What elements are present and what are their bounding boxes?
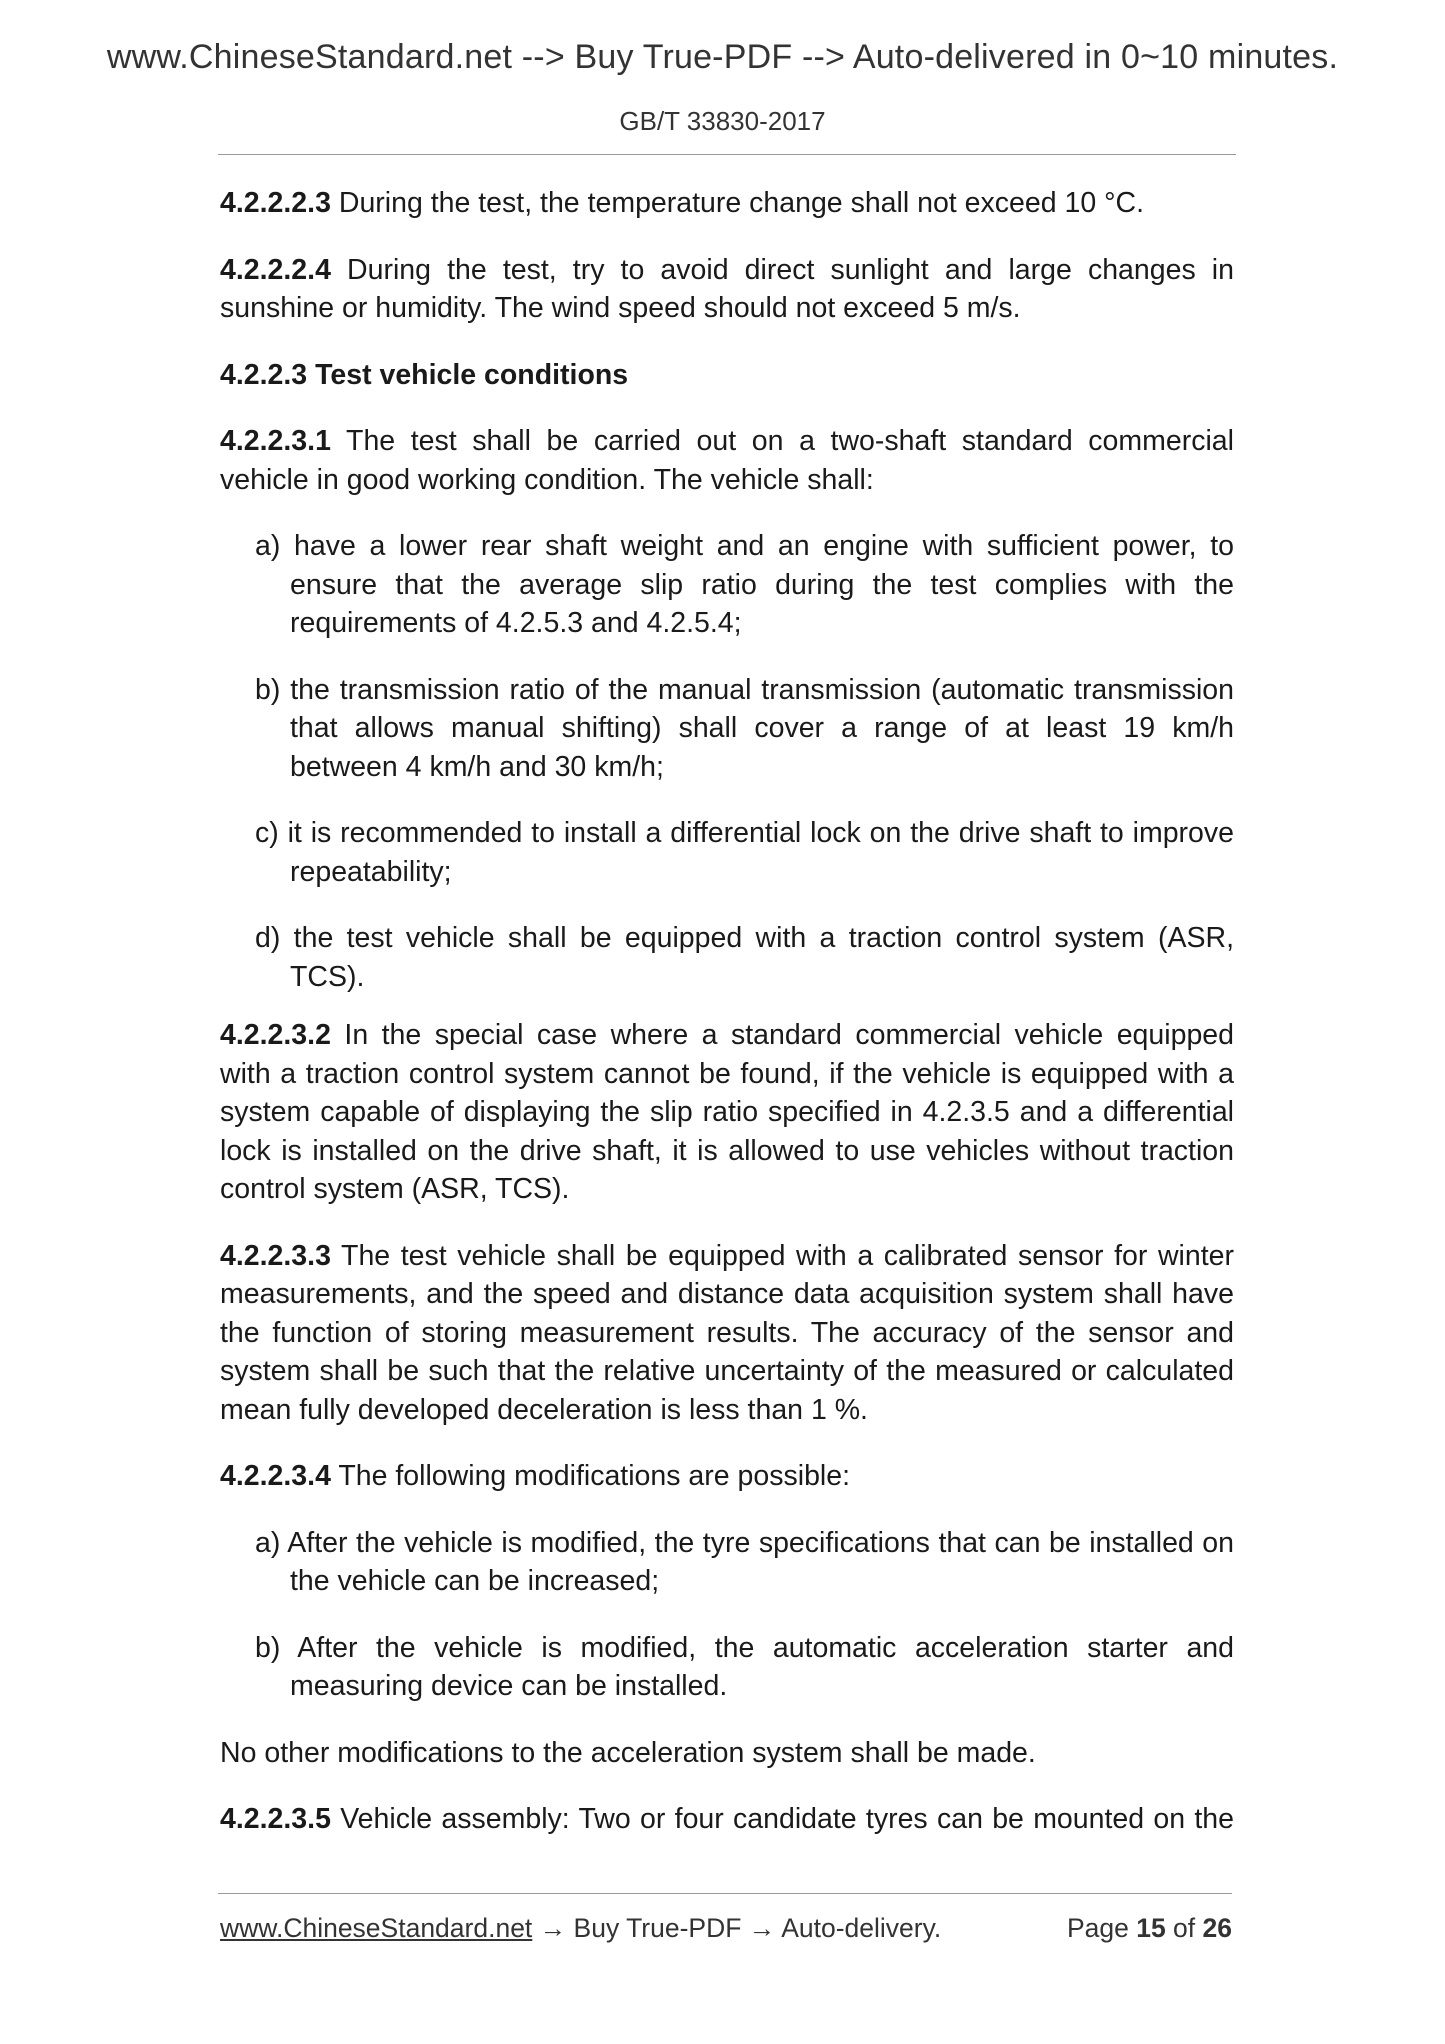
clause-4-2-2-2-3 bbox=[220, 184, 1234, 223]
clause-number: 4.2.2.3.4 bbox=[220, 1460, 331, 1492]
clause-4-2-2-3-2 bbox=[220, 1016, 1234, 1209]
clause-number: 4.2.2.3.2 bbox=[220, 1019, 331, 1051]
arrow-icon: → bbox=[532, 1913, 574, 1943]
list-item: a) After the vehicle is modified, the tyre specifications that can be installed on the vehicle can be increased; bbox=[255, 1526, 1234, 1597]
clause-text: The test vehicle shall be equipped with a calibrated sensor for winter measurements, and the speed and distance data acquisition system shall have the function of storing measurement results. The accuracy of the sensor and system shall be such that the relative uncertainty of the measured or calculated mean fully developed deceleration is less than 1 %. bbox=[220, 1239, 1234, 1426]
buy-text: Buy True-PDF bbox=[573, 1913, 742, 1943]
clause-text: The following modifications are possible: bbox=[330, 1460, 851, 1492]
clause-number: 4.2.2.2.4 bbox=[220, 253, 331, 286]
list-item: b) After the vehicle is modified, the automatic acceleration starter and measuring device can be installed. bbox=[255, 1631, 1234, 1702]
footer-divider bbox=[218, 1893, 1232, 1894]
clause-number: 4.2.2.3.1 bbox=[220, 425, 331, 457]
arrow-icon: → bbox=[741, 1913, 782, 1943]
section-heading: 4.2.2.3 Test vehicle conditions bbox=[220, 358, 629, 391]
page-indicator bbox=[1067, 1913, 1232, 1944]
top-banner: www.ChineseStandard.net --> Buy True-PDF --> Auto-delivered in 0~10 minutes. bbox=[106, 38, 1339, 76]
clause-number: 4.2.2.3.5 bbox=[220, 1803, 331, 1835]
site-link[interactable]: www.ChineseStandard.net bbox=[220, 1913, 533, 1943]
footer-links bbox=[220, 1913, 941, 1944]
clause-text: In the special case where a standard commercial vehicle equipped with a traction control system cannot be found, if the vehicle is equipped with a system capable of displaying the slip ratio specified in 4.2.3.5 and a differential lock is installed on the drive shaft, it is allowed to use vehicles without traction control system (ASR, TCS). bbox=[220, 1019, 1234, 1205]
list-item: a) have a lower rear shaft weight and an engine with sufficient power, to ensure that the average slip ratio during the test complies with the requirements of 4.2.5.3 and 4.2.5.4; bbox=[255, 530, 1234, 639]
page-total: 26 bbox=[1202, 1913, 1232, 1943]
clause-number: 4.2.2.2.3 bbox=[220, 187, 331, 219]
clause-text: During the test, the temperature change shall not exceed 10 °C. bbox=[330, 187, 1144, 219]
clause-number: 4.2.2.3.3 bbox=[220, 1239, 331, 1272]
of-label: of bbox=[1165, 1913, 1203, 1943]
list-item: b) the transmission ratio of the manual transmission (automatic transmission that allows manual shifting) shall cover a range of at least 19 km/h between 4 km/h and 30 km/h; bbox=[255, 673, 1234, 783]
paragraph-no-other-modifications: No other modifications to the acceleration system shall be made. bbox=[220, 1736, 1036, 1769]
document-body bbox=[220, 184, 1234, 1867]
page-label: Page bbox=[1066, 1913, 1137, 1943]
list-item: d) the test vehicle shall be equipped with a traction control system (ASR, TCS). bbox=[255, 922, 1234, 993]
clause-text: The test shall be carried out on a two-shaft standard commercial vehicle in good working condition. The vehicle shall: bbox=[220, 425, 1234, 496]
standard-code: GB/T 33830-2017 bbox=[619, 106, 826, 136]
clause-4-2-2-3-4 bbox=[220, 1457, 1234, 1496]
clause-4-2-2-3-1 bbox=[220, 422, 1234, 499]
clause-text: During the test, try to avoid direct sunlight and large changes in sunshine or humidity. The wind speed should not exceed 5 m/s. bbox=[220, 253, 1234, 324]
clause-4-2-2-3-3 bbox=[220, 1237, 1234, 1430]
delivery-text: Auto-delivery. bbox=[781, 1913, 942, 1943]
clause-text: Vehicle assembly: Two or four candidate tyres can be mounted on the bbox=[330, 1803, 1234, 1835]
page-number: 15 bbox=[1136, 1913, 1166, 1943]
header-divider bbox=[218, 154, 1236, 155]
clause-4-2-2-2-4 bbox=[220, 251, 1234, 328]
list-item: c) it is recommended to install a differential lock on the drive shaft to improve repeatability; bbox=[255, 817, 1234, 888]
clause-4-2-2-3-5 bbox=[220, 1800, 1234, 1839]
